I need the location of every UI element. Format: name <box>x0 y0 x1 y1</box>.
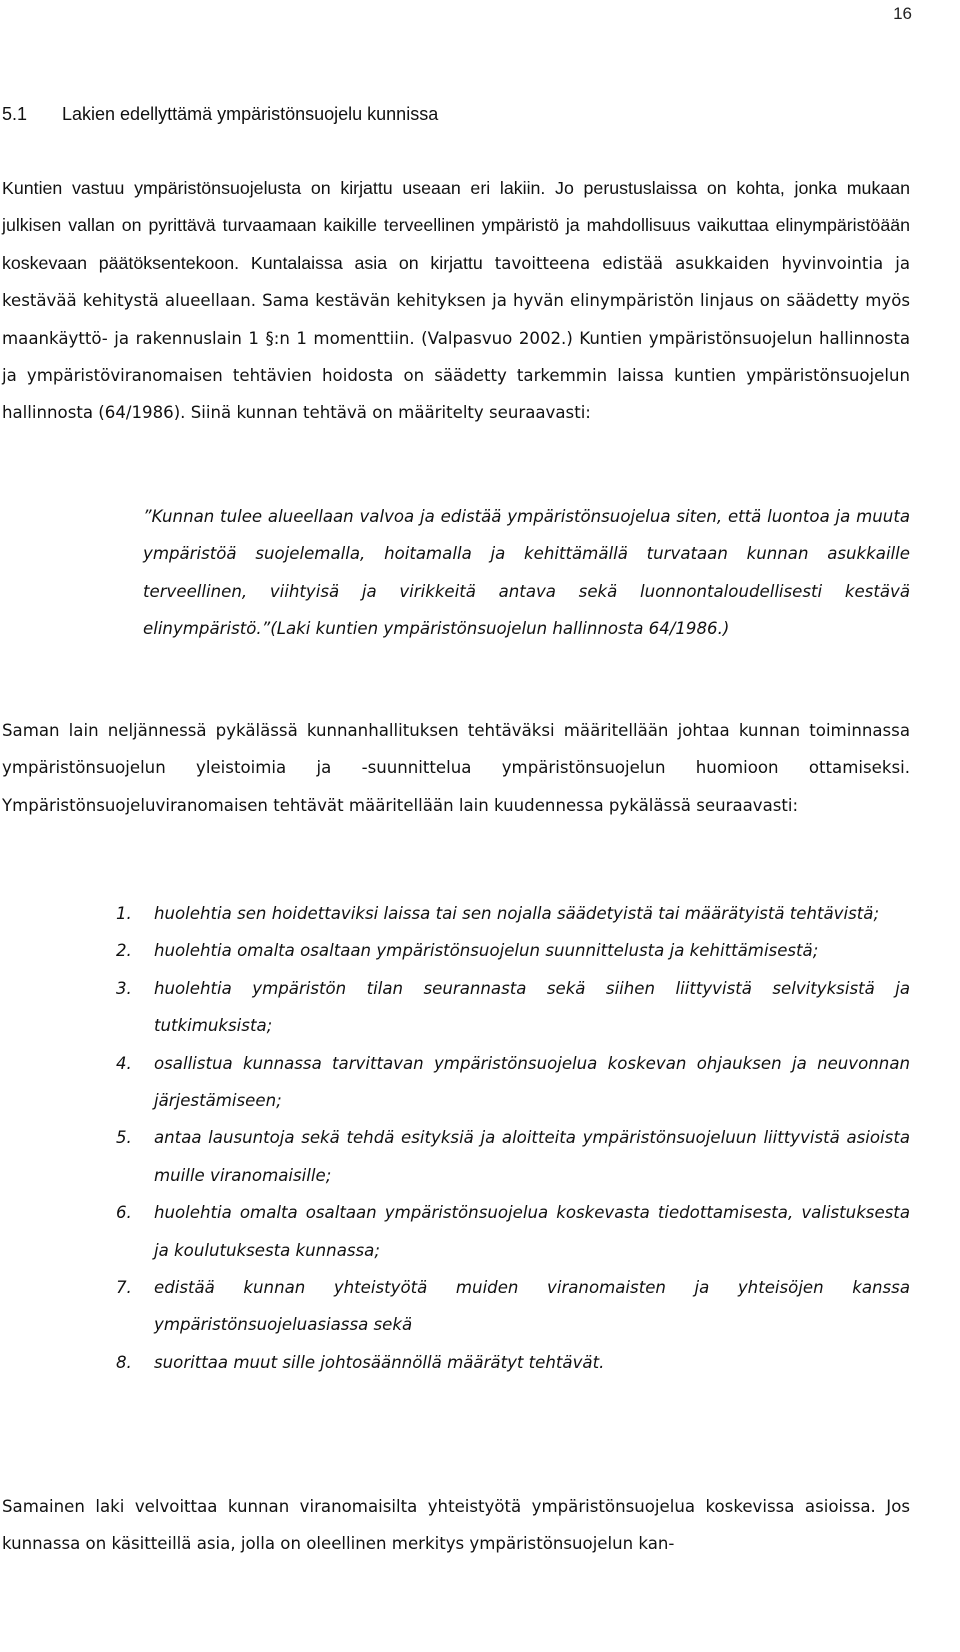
list-item-number: 5. <box>116 1128 132 1148</box>
list-item <box>0 1194 910 1269</box>
list-item <box>0 1269 910 1344</box>
list-item-number: 1. <box>116 904 132 923</box>
list-item <box>0 1045 910 1120</box>
list-item <box>0 1119 910 1194</box>
list-item <box>0 895 910 932</box>
intro-paragraph-rest: tavoitteena edistää asukkaiden hyvinvointia ja kestävää kehitystä alueellaan. Sama kestävän kehityksen ja hyvän elinympäristön linjaus on säädetty myös maankäyttö- ja rakennuslain 1 §:n 1 momenttiin. (Valpasvuo 2002.) Kuntien ympäristönsuojelun hallinnosta ja ympäristöviranomaisen tehtävien hoidosta on säädetty tarkemmin laissa kuntien ympäristönsuojelun hallinnosta (64/1986). Siinä kunnan tehtävä on määritelty seuraavasti: <box>2 253 910 423</box>
list-item <box>0 1344 910 1381</box>
list-item <box>0 970 910 1045</box>
section-heading <box>2 104 438 125</box>
list-item-number: 2. <box>116 941 132 961</box>
closing-paragraph: Samainen laki velvoittaa kunnan viranomaisilta yhteistyötä ympäristönsuojelua koskevissa asioissa. Jos kunnassa on käsitteillä asia, jolla on oleellinen merkitys ympäristönsuojelun kan- <box>2 1497 910 1554</box>
list-item-text: antaa lausuntoja sekä tehdä esityksiä ja aloitteita ympäristönsuojeluun liittyvistä asioista muille viranomaisille; <box>154 1128 910 1185</box>
law-quote: ”Kunnan tulee alueellaan valvoa ja edistää ympäristönsuojelua siten, että luontoa ja muuta ympäristöä suojelemalla, hoitamalla ja kehittämällä turvataan kunnan asukkaille terveellinen, viihtyisä ja virikkeitä antava sekä luonnontaloudellisesti kestävä elinympäristö.”(Laki kuntien ympäristönsuojelun hallinnosta 64/1986.) <box>143 507 910 639</box>
list-item-number: 6. <box>116 1203 132 1223</box>
list-item-number: 3. <box>116 978 132 998</box>
section-title: Lakien edellyttämä ympäristönsuojelu kunnissa <box>62 104 439 124</box>
list-item-number: 7. <box>116 1278 132 1298</box>
intro-paragraph <box>2 170 910 432</box>
page-number: 16 <box>893 4 912 23</box>
list-item-number: 4. <box>116 1053 132 1073</box>
section-four-paragraph: Saman lain neljännessä pykälässä kunnanhallituksen tehtäväksi määritellään johtaa kunnan toiminnassa ympäristönsuojelun yleistoimia ja -suunnittelua ympäristönsuojelun huomioon ottamiseksi. Ympäristönsuojeluviranomaisen tehtävät määritellään lain kuudennessa pykälässä seuraavasti: <box>2 721 910 815</box>
list-item-text: huolehtia omalta osaltaan ympäristönsuojelua koskevasta tiedottamisesta, valistuksesta ja koulutuksesta kunnassa; <box>154 1203 910 1260</box>
list-item-text: suorittaa muut sille johtosäännöllä määrätyt tehtävät. <box>154 1352 605 1372</box>
list-item <box>0 932 910 969</box>
list-item-text: huolehtia sen hoidettaviksi laissa tai sen nojalla säädetyistä tai määrätyistä tehtävistä; <box>154 904 880 923</box>
duties-list <box>0 895 910 1381</box>
intro-paragraph-lead: Kuntien vastuu ympäristönsuojelusta on kirjattu useaan eri lakiin. Jo perustuslaissa on kohta, jonka mukaan julkisen vallan on pyrittävä turvaamaan kaikille terveellinen ympäristö ja mahdollisuus vaikuttaa elinympäristöään koskevaan päätöksentekoon. Kuntalaissa asia on kirjattu <box>2 178 910 273</box>
list-item-text: huolehtia ympäristön tilan seurannasta sekä siihen liittyvistä selvityksistä ja tutkimuksista; <box>154 978 910 1036</box>
list-item-text: osallistua kunnassa tarvittavan ympäristönsuojelua koskevan ohjauksen ja neuvonnan järjestämiseen; <box>154 1053 910 1111</box>
list-item-text: huolehtia omalta osaltaan ympäristönsuojelun suunnittelusta ja kehittämisestä; <box>154 941 819 961</box>
list-item-number: 8. <box>116 1352 132 1372</box>
section-number: 5.1 <box>2 104 28 124</box>
list-item-text: edistää kunnan yhteistyötä muiden viranomaisten ja yhteisöjen kanssa ympäristönsuojeluasiassa sekä <box>154 1278 910 1335</box>
